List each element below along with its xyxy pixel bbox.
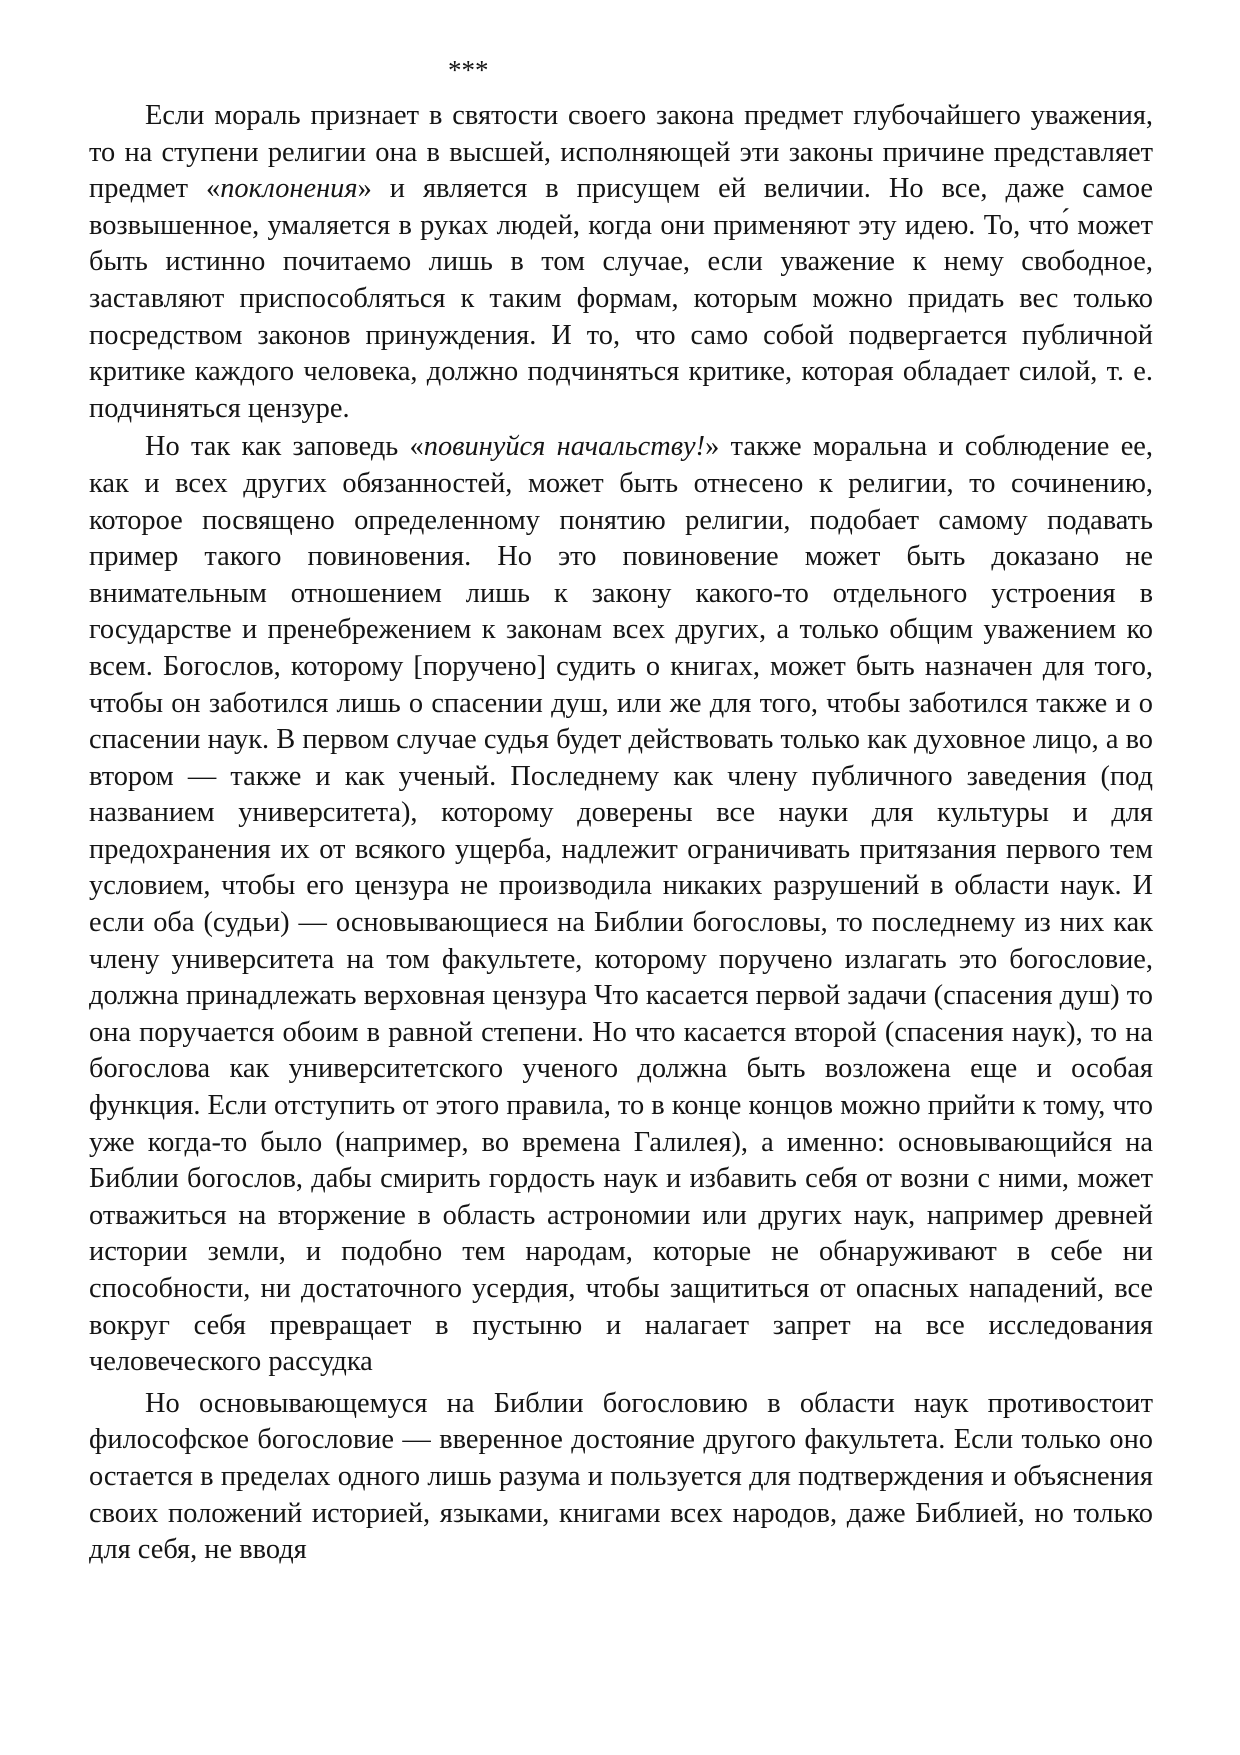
paragraph-1-text-b: » и является в присущем ей величии. Но все, даже самое возвышенное, умаляется в руках людей, когда они применяют эту идею. То, что́ может быть истинно почитаемо лишь в том случае, если уважение к нему свободное, заставляют приспособляться к таким формам, которым можно придать вес только посредством законов принуждения. И то, что само собой подвергается публичной критике каждого человека, должно подчиняться критике, которая обладает силой, т. е. подчиняться цензуре. — [89, 173, 1154, 424]
paragraph-2 — [89, 429, 1153, 1380]
section-separator: *** — [448, 55, 489, 85]
document-page — [89, 55, 1154, 1569]
paragraph-3 — [89, 1386, 1153, 1569]
paragraph-1 — [89, 98, 1153, 427]
emphasis-worship: поклонения — [220, 173, 358, 205]
paragraph-2-text-a: Но так как заповедь « — [145, 431, 424, 463]
paragraph-3-text: Но основывающемуся на Библии богословию в области наук противостоит философское богословие — вверенное достояние другого факультета. Если только оно остается в пределах одного лишь разума и пользуется для подтверждения и объяснения своих положений историей, языками, книгами всех народов, даже Библией, но только для себя, не вводя — [89, 1387, 1153, 1566]
paragraph-1-text-a: Если мораль признает в святости своего закона предмет глубочайшего уважения, то на ступени религии она в высшей, исполняющей эти законы причине представляет предмет « — [89, 100, 1153, 205]
paragraph-2-text-b: » также моральна и соблюдение ее, как и всех других обязанностей, может быть отнесено к религии, то сочинению, которое посвящено определенному понятию религии, подобает самому подавать пример такого повиновения. Но это повиновение может быть доказано не внимательным отношением лишь к закону какого-то отдельного устроения в государстве и пренебрежением к законам всех других, а только общим уважением ко всем. Богослов, которому [поручено] судить о книгах, может быть назначен для того, чтобы он заботился лишь о спасении душ, или же для того, чтобы заботился также и о спасении наук. В первом случае судья будет действовать только как духовное лицо, а во втором — также и как ученый. Последнему как члену публичного заведения (под названием университета), которому доверены все науки для культуры и для предохранения их от всякого ущерба, надлежит ограничивать притязания первого тем условием, чтобы его цензура не производила никаких разрушений в области наук. И если оба (судьи) — основывающиеся на Библии богословы, то последнему из них как члену университета на том факультете, которому поручено излагать это богословие, должна принадлежать верховная цензура Что касается первой задачи (спасения душ) то она поручается обоим в равной степени. Но что касается второй (спасения наук), то на богослова как университетского ученого должна быть возложена еще и особая функция. Если отступить от этого правила, то в конце концов можно прийти к тому, что уже когда-то было (например, во времена Галилея), а именно: основывающийся на Библии богослов, дабы смирить гордость наук и избавить себя от возни с ними, может отважиться на вторжение в область астрономии или других наук, например древней истории земли, и подобно тем народам, которые не обнаруживают в себе ни способности, ни достаточного усердия, чтобы защититься от опасных нападений, все вокруг себя превращает в пустыню и налагает запрет на все исследования человеческого рассудка — [89, 431, 1153, 1378]
emphasis-obey-authority: повинуйся начальству! — [423, 431, 706, 463]
